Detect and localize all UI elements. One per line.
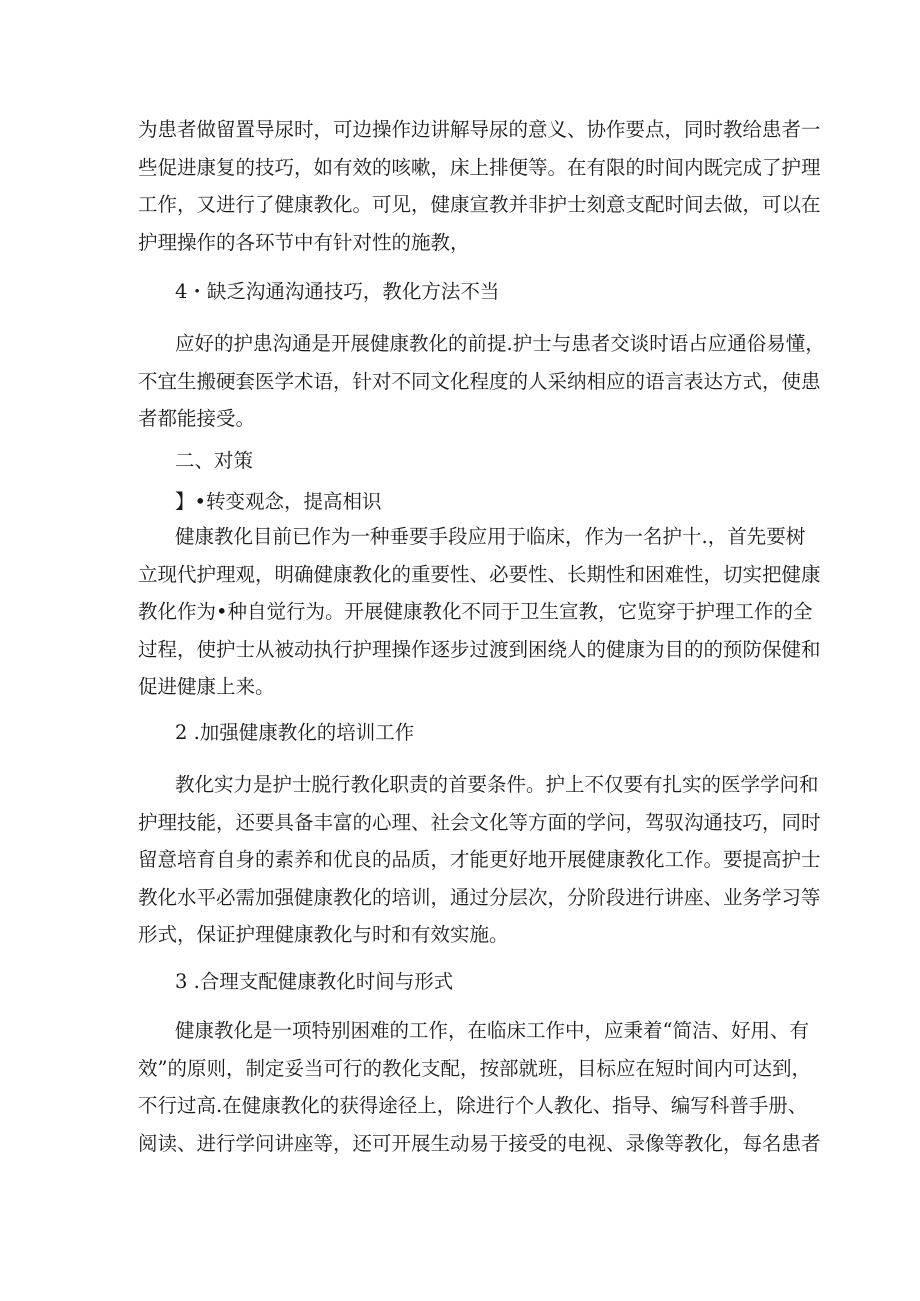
text-line: 效”的原则，制定妥当可行的教化支配，按部就班，目标应在短时间内可达到， <box>138 1056 811 1080</box>
text-line: 形式，保证护理健康教化与时和有效实施。 <box>138 923 509 946</box>
paragraph-time-and-form <box>138 1012 821 1162</box>
paragraph-communication <box>138 325 825 438</box>
text-line: 过程，使护士从被动执行护理操作逐步过渡到困绕人的健康为目的的预防保健和 <box>138 637 821 661</box>
text-line: 护理操作的各环节中有针对性的施教， <box>138 230 470 254</box>
text-line: 不宜生搬硬套医学术语，针对不同文化程度的人采纳相应的语言表达方式，使患 <box>138 369 821 393</box>
text-line: 不行过高.在健康教化的获得途径上，除进行个人教化、指导、编写科普手册、 <box>138 1094 808 1117</box>
text-line: 工作，又进行了健康教化。可见，健康宣教并非护士刻意支配时间去做，可以在 <box>138 193 821 216</box>
text-line: 应好的护患沟通是开展健康教化的前提.护士与患者交谈时语占应通俗易懂， <box>175 332 825 355</box>
text-line: 护理技能，还要具备丰富的心理、社会文化等方面的学问，驾驭沟通技巧，同时 <box>138 810 821 834</box>
heading-change-concepts: 】•转变观念，提高相识 <box>175 490 382 513</box>
text-line: 健康教化是一项特别困难的工作，在临床工作中，应秉着“简洁、好用、有 <box>175 1019 809 1042</box>
paragraph-training <box>138 766 821 954</box>
heading-lack-communication: 4・缺乏沟通沟通技巧，教化方法不当 <box>175 280 500 303</box>
section-heading-countermeasures: 二、对策 <box>175 449 254 472</box>
text-line: 为患者做留置导尿时，可边操作边讲解导尿的意义、协作要点，同时教给患者一 <box>138 118 821 141</box>
heading-time-and-form: 3 .合理支配健康教化时间与形式 <box>175 970 454 993</box>
text-line: 立现代护理观，明确健康教化的重要性、必要性、长期性和困难性，切实把健康 <box>138 562 821 586</box>
heading-training: 2 .加强健康教化的培训工作 <box>175 721 415 744</box>
text-line: 教化作为•种自觉行为。开展健康教化不同于卫生宣教，它览穿于护理工作的全 <box>138 600 813 623</box>
text-line: 健康教化目前已作为一种垂要手段应用于临床，作为一名护十.，首先要树 <box>175 525 806 548</box>
text-line: 教化水平必需加强健康教化的培训，通过分层次，分阶段进行讲座、业务学习等 <box>138 885 821 909</box>
paragraph-change-concepts <box>138 518 821 706</box>
paragraph-catheter-example <box>138 111 821 261</box>
text-line: 些促进康复的技巧，如有效的咳嗽，床上排便等。在有限的时间内既完成了护理 <box>138 155 821 179</box>
text-line: 促进健康上来。 <box>138 675 275 698</box>
text-line: 留意培育自身的素养和优良的品质，才能更好地开展健康教化工作。要提高护士 <box>138 848 821 871</box>
text-line: 教化实力是护士脱行教化职责的首要条件。护上不仅要有扎实的医学学问和 <box>175 773 819 796</box>
text-line: 者都能接受。 <box>138 407 256 430</box>
text-line: 阅读、进行学问讲座等，还可开展生动易于接受的电视、录像等教化，每名患者 <box>138 1131 821 1155</box>
